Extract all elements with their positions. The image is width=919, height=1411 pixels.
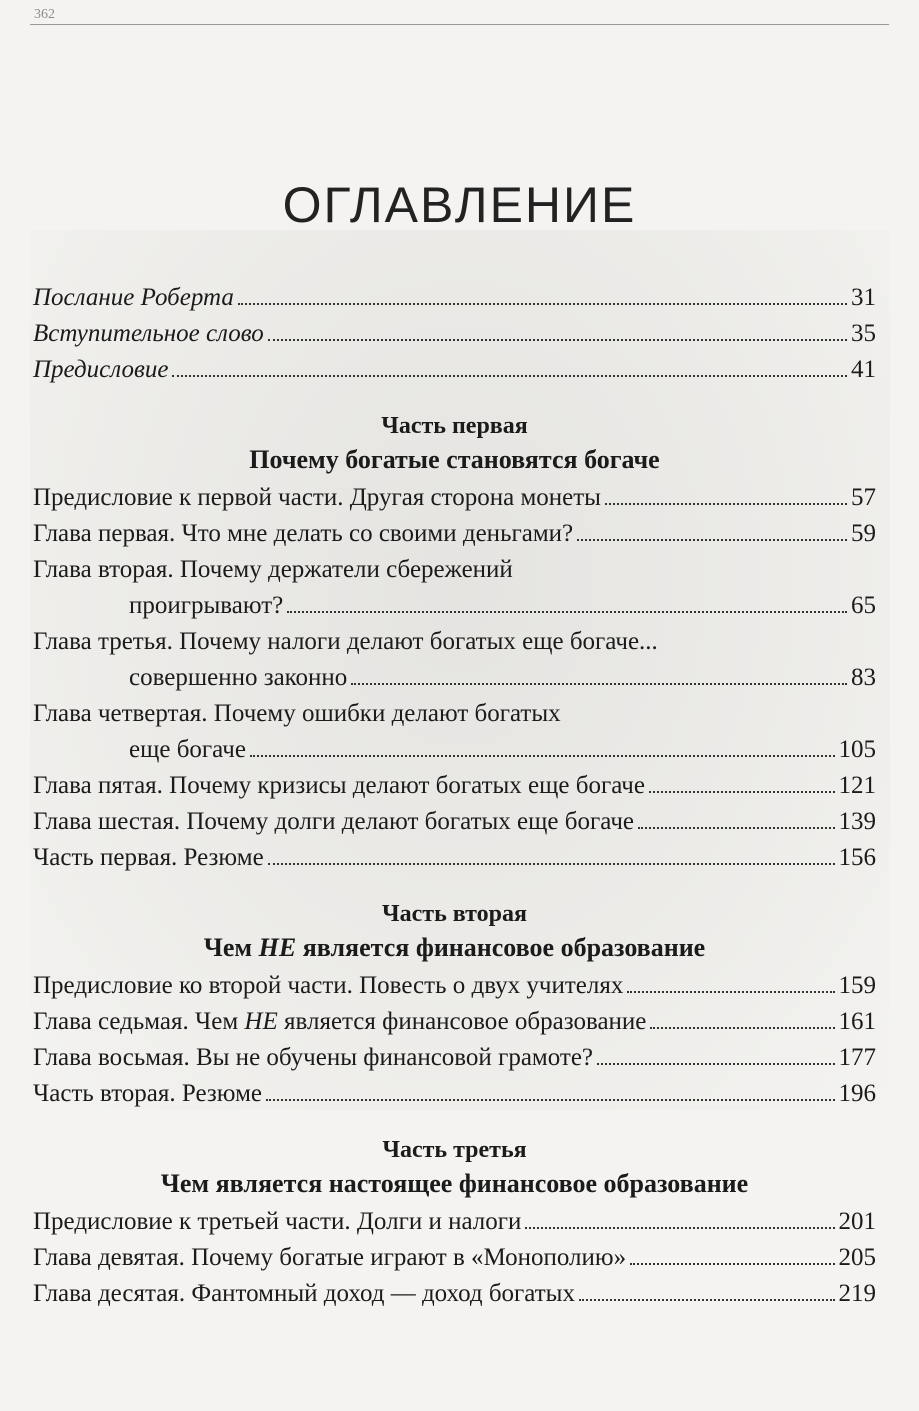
entry-page: 35 [851, 320, 876, 347]
part2-name: Чем НЕ является финансовое образование [203, 933, 706, 962]
page-title: ОГЛАВЛЕНИЕ [282, 176, 637, 233]
entry-page: 57 [851, 484, 876, 511]
entry-page: 219 [838, 1280, 876, 1307]
entry-label: Глава десятая. Фантомный доход — доход богатых [33, 1280, 575, 1307]
dot-leader [525, 1227, 834, 1229]
table-of-contents [33, 280, 876, 1312]
entry-page: 205 [838, 1244, 876, 1271]
entry-first-line[interactable]: Глава четвертая. Почему ошибки делают богатых [33, 700, 561, 727]
part3-heading: Часть третья [382, 1137, 527, 1163]
entry-label: Предисловие к первой части. Другая сторона монеты [33, 484, 601, 511]
entry-page: 201 [838, 1208, 876, 1235]
entry-label: Глава шестая. Почему долги делают богатых еще богаче [33, 808, 634, 835]
toc-entry-p3-3[interactable] [33, 1276, 876, 1312]
entry-page: 177 [838, 1044, 876, 1071]
entry-label: Глава седьмая. Чем НЕ является финансовое образование [33, 1008, 647, 1035]
entry-page: 196 [838, 1080, 876, 1107]
header-rule [30, 24, 889, 25]
entry-page: 139 [838, 808, 876, 835]
entry-page: 121 [838, 772, 876, 799]
entry-page: 59 [851, 520, 876, 547]
page-header [0, 0, 919, 30]
dot-leader [287, 611, 847, 613]
toc-entry-p1-5[interactable] [33, 732, 876, 768]
toc-entry-front-3[interactable] [33, 352, 876, 388]
toc-entry-p1-3[interactable] [33, 588, 876, 624]
toc-entry-p3-1[interactable] [33, 1204, 876, 1240]
dot-leader [605, 503, 847, 505]
entry-label: Послание Роберта [33, 284, 234, 311]
dot-leader [649, 791, 835, 793]
entry-label: Часть первая. Резюме [33, 844, 264, 871]
toc-entry-p1-1[interactable] [33, 480, 876, 516]
toc-entry-p1-4[interactable] [33, 660, 876, 696]
entry-label: Глава девятая. Почему богатые играют в «Монополию» [33, 1244, 627, 1271]
entry-first-line[interactable]: Глава вторая. Почему держатели сбережений [33, 556, 513, 583]
entry-label: совершенно законно [129, 664, 348, 691]
part1-name: Почему богатые становятся богаче [249, 445, 660, 474]
dot-leader [268, 339, 847, 341]
entry-label: Предисловие к третьей части. Долги и налоги [33, 1208, 522, 1235]
toc-entry-front-1[interactable] [33, 280, 876, 316]
toc-entry-front-2[interactable] [33, 316, 876, 352]
dot-leader [627, 991, 834, 993]
dot-leader [250, 755, 835, 757]
entry-page: 156 [838, 844, 876, 871]
toc-entry-p1-6[interactable] [33, 768, 876, 804]
entry-page: 159 [838, 972, 876, 999]
dot-leader [650, 1027, 834, 1029]
dot-leader [630, 1263, 834, 1265]
entry-label: Глава восьмая. Вы не обучены финансовой грамоте? [33, 1044, 594, 1071]
entry-label: Глава первая. Что мне делать со своими деньгами? [33, 520, 574, 547]
entry-first-line[interactable]: Глава третья. Почему налоги делают богатых еще богаче... [33, 628, 658, 655]
toc-entry-p1-8[interactable] [33, 840, 876, 876]
entry-label: Предисловие ко второй части. Повесть о двух учителях [33, 972, 624, 999]
dot-leader [268, 863, 835, 865]
entry-label: Глава пятая. Почему кризисы делают богатых еще богаче [33, 772, 645, 799]
entry-page: 83 [851, 664, 876, 691]
toc-entry-p2-1[interactable] [33, 968, 876, 1004]
dot-leader [577, 539, 847, 541]
entry-page: 65 [851, 592, 876, 619]
toc-entry-p1-7[interactable] [33, 804, 876, 840]
entry-label: Вступительное слово [33, 320, 264, 347]
dot-leader [266, 1099, 834, 1101]
entry-page: 31 [851, 284, 876, 311]
entry-page: 161 [838, 1008, 876, 1035]
page-number: 362 [34, 7, 55, 22]
entry-page: 41 [851, 356, 876, 383]
toc-entry-p3-2[interactable] [33, 1240, 876, 1276]
dot-leader [238, 303, 847, 305]
dot-leader [172, 375, 847, 377]
entry-label: проигрывают? [129, 592, 284, 619]
dot-leader [597, 1063, 834, 1065]
part3-name: Чем является настоящее финансовое образование [160, 1169, 749, 1198]
entry-page: 105 [838, 736, 876, 763]
part2-heading: Часть вторая [382, 901, 527, 927]
toc-entry-p2-2[interactable] [33, 1004, 876, 1040]
dot-leader [579, 1299, 835, 1301]
dot-leader [351, 683, 847, 685]
toc-entry-p2-3[interactable] [33, 1040, 876, 1076]
toc-entry-p2-4[interactable] [33, 1076, 876, 1112]
entry-label: еще богаче [129, 736, 246, 763]
entry-label: Предисловие [33, 356, 169, 383]
entry-label: Часть вторая. Резюме [33, 1080, 263, 1107]
dot-leader [638, 827, 835, 829]
toc-entry-p1-2[interactable] [33, 516, 876, 552]
part1-heading: Часть первая [381, 413, 528, 439]
